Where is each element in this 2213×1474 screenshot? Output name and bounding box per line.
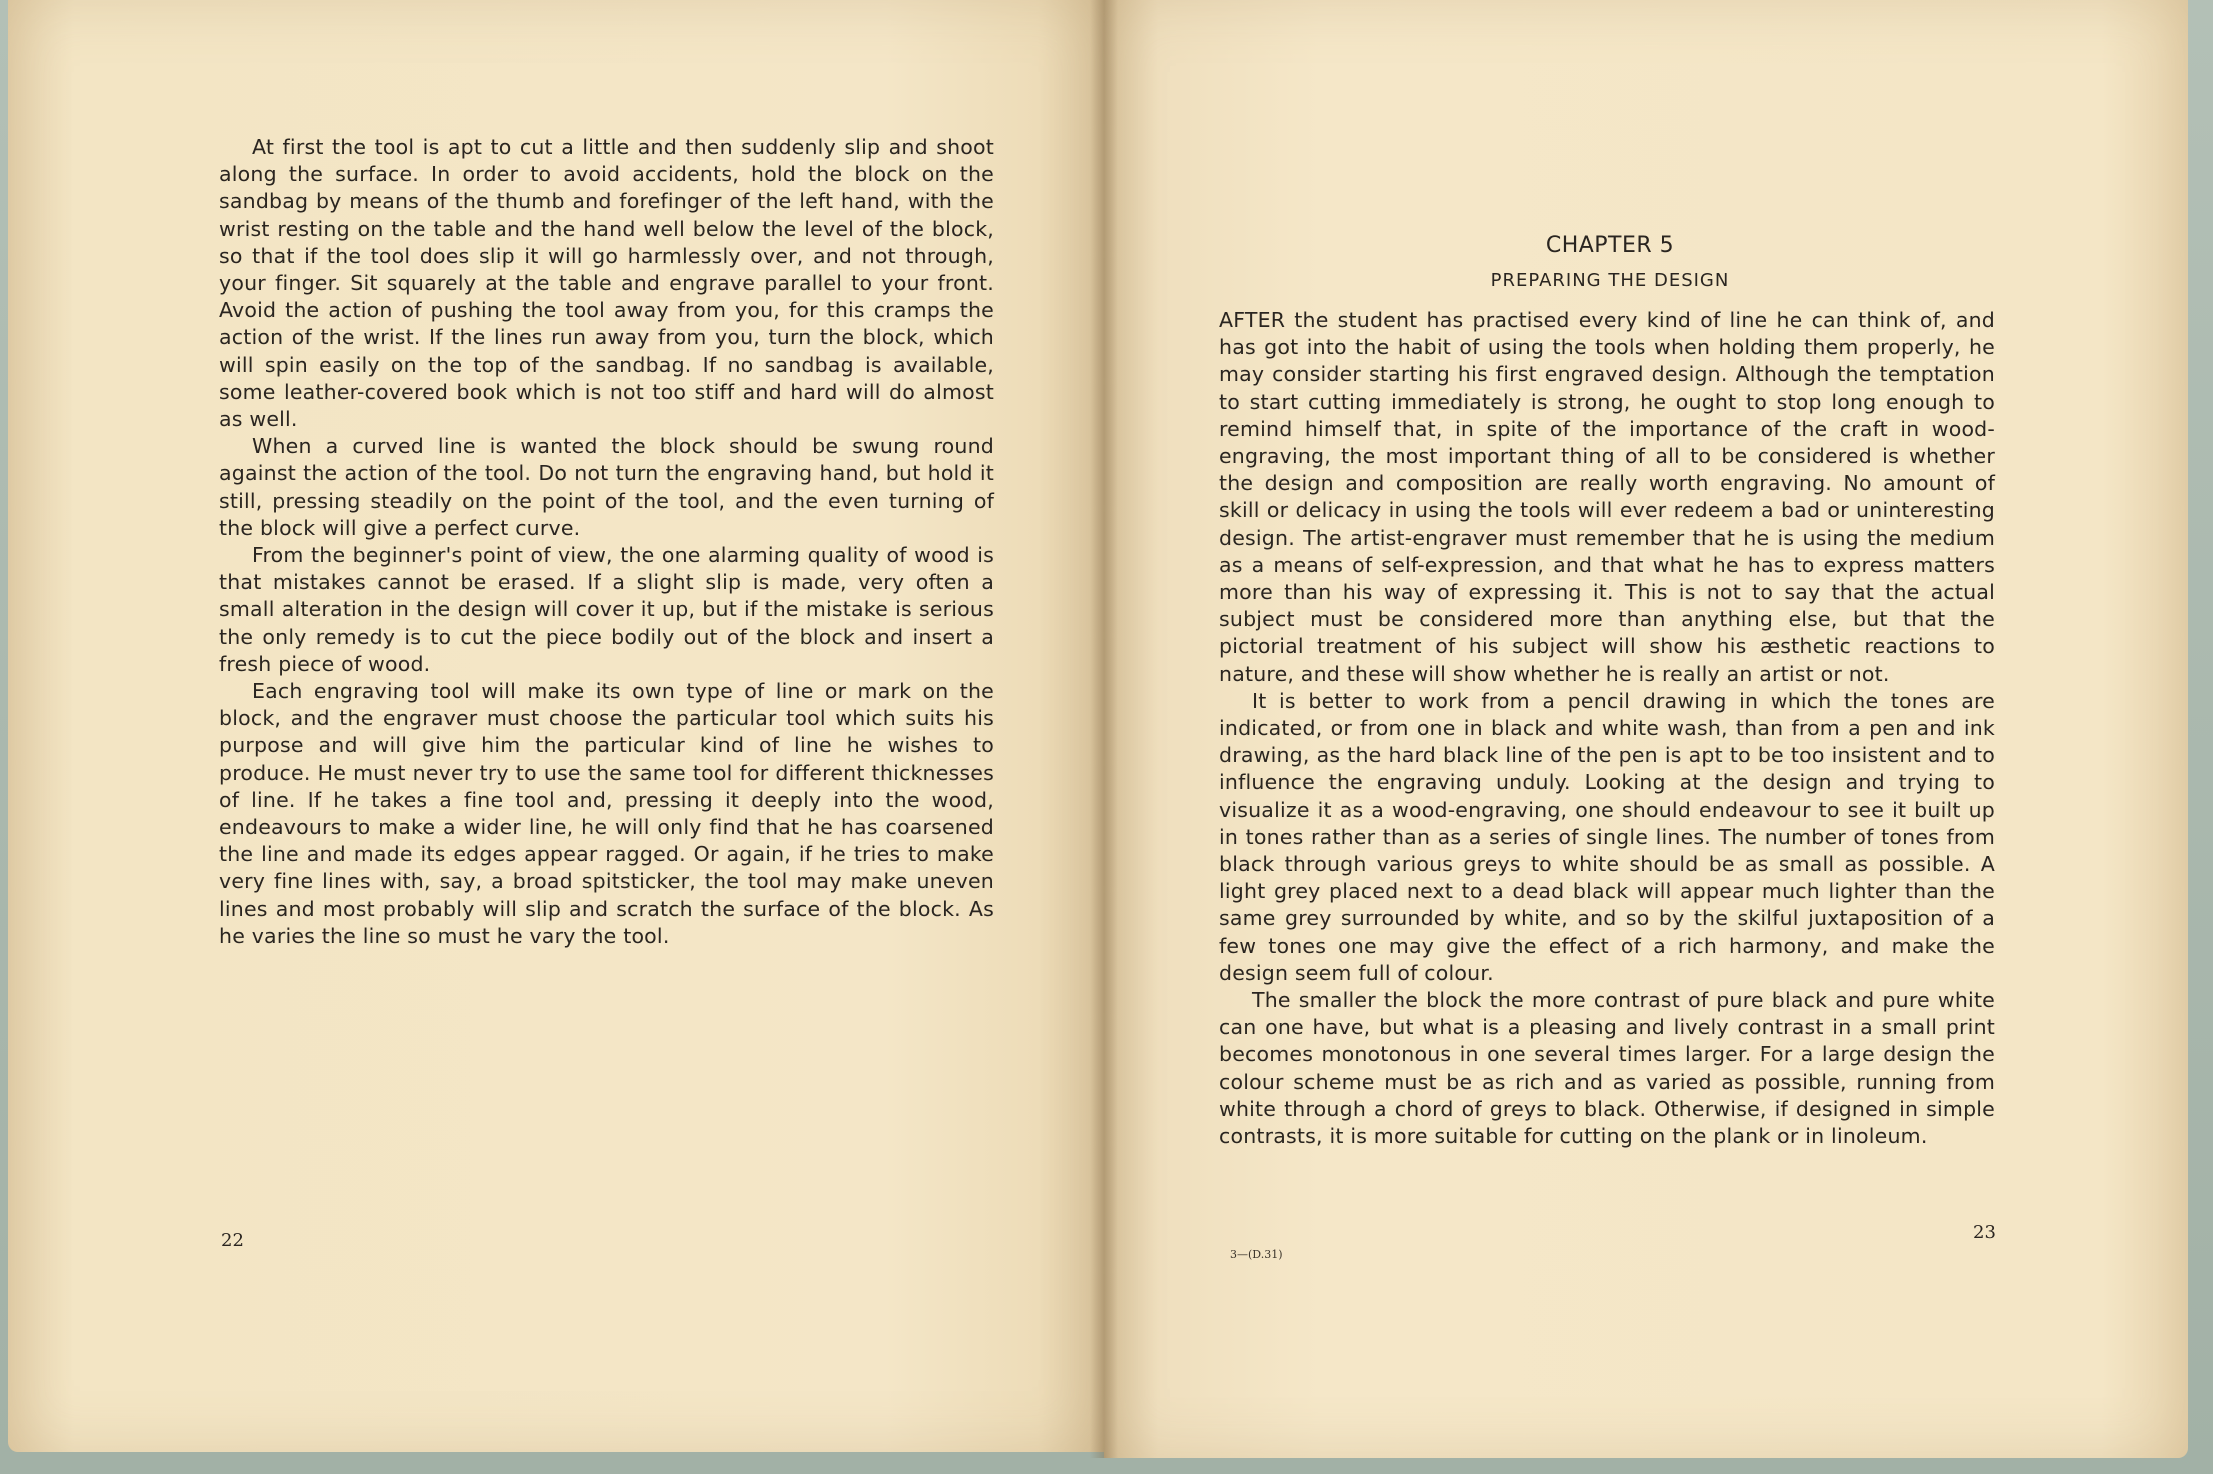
book-gutter (1090, 0, 1118, 1458)
left-page-body (219, 134, 994, 950)
left-paragraph-3: From the beginner's point of view, the one alarming quality of wood is that mistakes cannot be erased. If a slight slip is made, very often a small alteration in the design will cover it up, but if the mistake is serious the only remedy is to cut the piece bodily out of the block and insert a fresh piece of wood. (219, 543, 994, 676)
right-paragraph-3: The smaller the block the more contrast of pure black and pure white can one have, but what is a pleasing and lively contrast in a small print becomes monotonous in one several times larger. For a large design the colour scheme must be as rich and as varied as possible, running from white through a chord of greys to black. Otherwise, if designed in simple contrasts, it is more suitable for cutting on the plank or in linoleum. (1219, 988, 1995, 1149)
right-paragraph-2: It is better to work from a pencil drawing in which the tones are indicated, or from one in black and white wash, than from a pen and ink drawing, as the hard black line of the pen is apt to be too insistent and to influence the engraving unduly. Looking at the design and trying to visualize it as a wood-engraving, one should endeavour to see it built up in tones rather than as a series of single lines. The number of tones from black through various greys to white should be as small as possible. A light grey placed next to a dead black will appear much lighter than the same grey surrounded by white, and so by the skilful juxtaposition of a few tones one may give the effect of a rich harmony, and make the design seem full of colour. (1219, 688, 1995, 985)
chapter-subtitle: PREPARING THE DESIGN (1490, 270, 1730, 291)
signature-mark: 3—(D.31) (1230, 1248, 1283, 1261)
left-paragraph-1: At first the tool is apt to cut a little and then suddenly slip and shoot along the surface. In order to avoid accidents, hold the block on the sandbag by means of the thumb and forefinger of the left hand, with the wrist resting on the table and the hand well below the level of the block, so that if the tool does slip it will go harmlessly over, and not through, your finger. Sit squarely at the table and engrave parallel to your front. Avoid the action of pushing the tool away from you, for this cramps the action of the wrist. If the lines run away from you, turn the block, which will spin easily on the top of the sandbag. If no sandbag is available, some leather-covered book which is not too stiff and hard will do almost as well. (219, 135, 994, 432)
left-paragraph-2: When a curved line is wanted the block should be swung round against the action of the tool. Do not turn the engraving hand, but hold it still, pressing steadily on the point of the tool, and the even turning of the block will give a perfect curve. (219, 434, 994, 540)
left-paragraph-4: Each engraving tool will make its own type of line or mark on the block, and the engraver must choose the particular tool which suits his purpose and will give him the particular kind of line he wishes to produce. He must never try to use the same tool for different thicknesses of line. If he takes a fine tool and, pressing it deeply into the wood, endeavours to make a wider line, he will only find that he has coarsened the line and made its edges appear ragged. Or again, if he tries to make very fine lines with, say, a broad spitsticker, the tool may make uneven lines and most probably will slip and scratch the surface of the block. As he varies the line so must he vary the tool. (219, 679, 994, 948)
right-paragraph-1: AFTER the student has practised every kind of line he can think of, and has got into the habit of using the tools when holding them properly, he may consider starting his first engraved design. Although the temptation to start cutting immediately is strong, he ought to stop long enough to remind himself that, in spite of the importance of the craft in wood-engraving, the most important thing of all to be considered is whether the design and composition are really worth engraving. No amount of skill or delicacy in using the tools will ever redeem a bad or uninteresting design. The artist-engraver must remember that he is using the medium as a means of self-expression, and that what he has to express matters more than his way of expressing it. This is not to say that the actual subject must be considered more than anything else, but that the pictorial treatment of his subject will show his æsthetic reactions to nature, and these will show whether he is really an artist or not. (1219, 308, 1995, 686)
right-page-number: 23 (1973, 1222, 1996, 1243)
left-page-number: 22 (221, 1230, 244, 1251)
right-page-body (1219, 307, 1995, 1150)
chapter-title: CHAPTER 5 (1545, 233, 1675, 258)
